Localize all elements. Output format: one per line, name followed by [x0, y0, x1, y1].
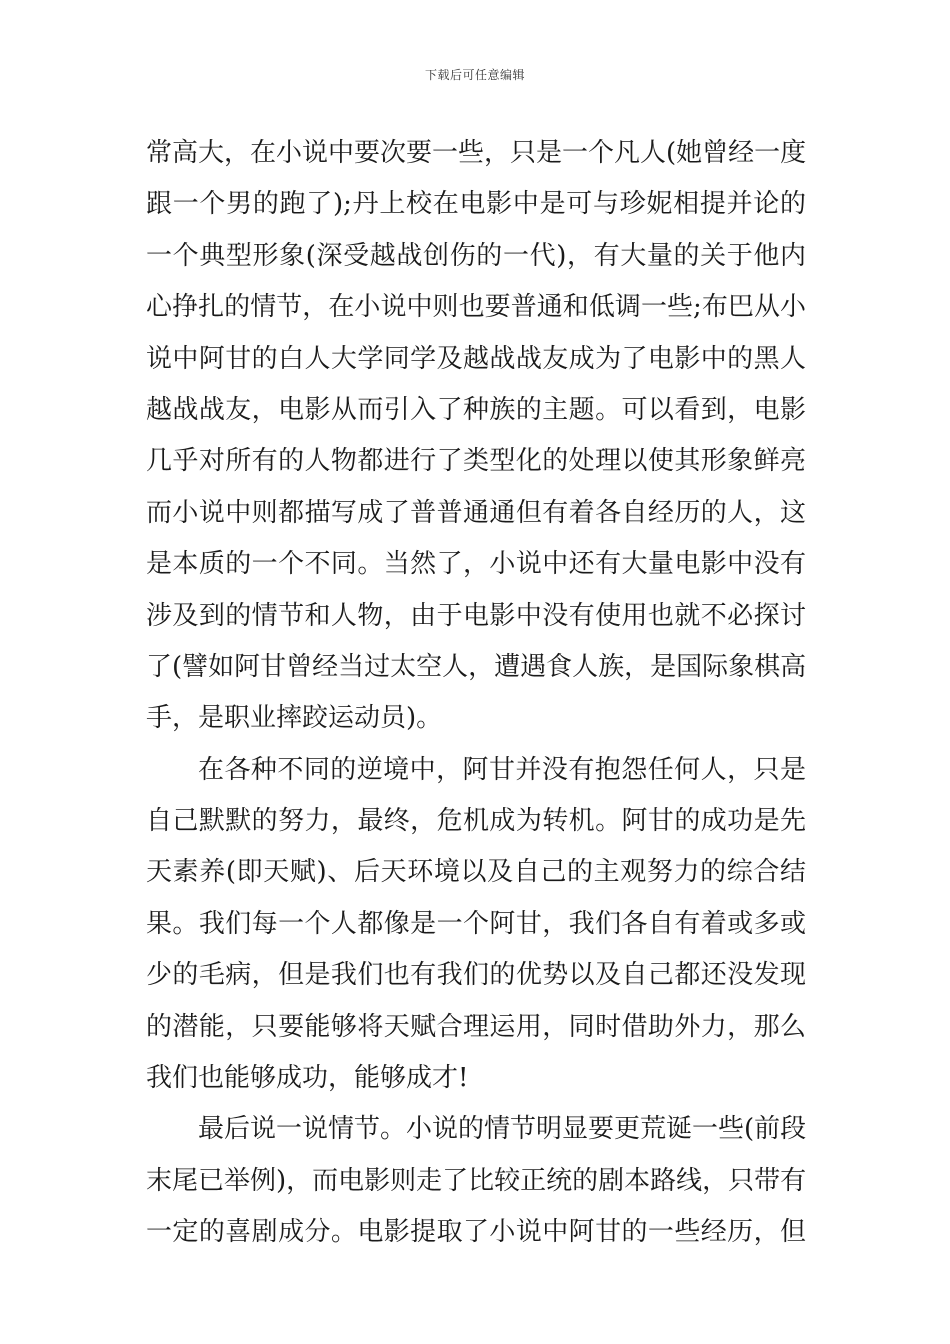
text-line: 末尾已举例)，而电影则走了比较正统的剧本路线，只带有	[146, 1165, 807, 1196]
paragraph-1	[146, 128, 806, 745]
text-line: 自己默默的努力，最终，危机成为转机。阿甘的成功是先	[146, 806, 806, 837]
text-line: 是本质的一个不同。当然了，小说中还有大量电影中没有	[146, 549, 806, 580]
text-line: 心挣扎的情节，在小说中则也要普通和低调一些;布巴从小	[146, 292, 806, 323]
paragraph-2	[146, 745, 806, 1105]
text-line: 在各种不同的逆境中，阿甘并没有抱怨任何人，只是	[198, 754, 806, 785]
text-line: 几乎对所有的人物都进行了类型化的处理以使其形象鲜亮	[146, 446, 806, 477]
document-body	[146, 128, 806, 1259]
text-line: 我们也能够成功，能够成才!	[146, 1063, 469, 1094]
text-line: 而小说中则都描写成了普普通通但有着各自经历的人，这	[146, 497, 806, 528]
page-header: 下载后可任意编辑	[424, 68, 525, 82]
text-line: 一个典型形象(深受越战创伤的一代)，有大量的关于他内	[146, 240, 806, 271]
text-line: 最后说一说情节。小说的情节明显要更荒诞一些(前段	[198, 1114, 807, 1145]
text-line: 手，是职业摔跤运动员)。	[146, 703, 443, 734]
text-line: 果。我们每一个人都像是一个阿甘，我们各自有着或多或	[146, 908, 806, 939]
paragraph-3	[146, 1104, 806, 1258]
text-line: 涉及到的情节和人物，由于电影中没有使用也就不必探讨	[146, 600, 806, 631]
text-line: 少的毛病，但是我们也有我们的优势以及自己都还没发现	[146, 960, 806, 991]
text-line: 一定的喜剧成分。电影提取了小说中阿甘的一些经历，但	[146, 1217, 806, 1248]
text-line: 了(譬如阿甘曾经当过太空人，遭遇食人族，是国际象棋高	[146, 651, 807, 682]
text-line: 跟一个男的跑了);丹上校在电影中是可与珍妮相提并论的	[146, 189, 806, 220]
text-line: 的潜能，只要能够将天赋合理运用，同时借助外力，那么	[146, 1011, 806, 1042]
text-line: 天素养(即天赋)、后天环境以及自己的主观努力的综合结	[146, 857, 806, 888]
text-line: 常高大，在小说中要次要一些，只是一个凡人(她曾经一度	[146, 138, 807, 168]
text-line: 说中阿甘的白人大学同学及越战战友成为了电影中的黑人	[146, 343, 806, 374]
text-line: 越战战友，电影从而引入了种族的主题。可以看到，电影	[146, 394, 806, 425]
